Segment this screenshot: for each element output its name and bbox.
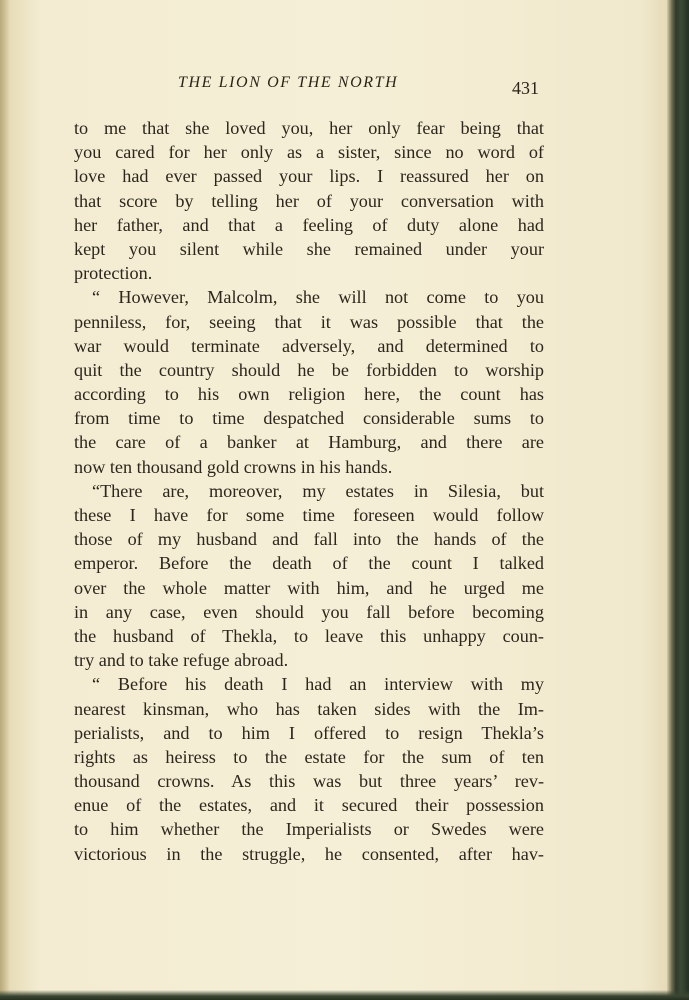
gutter-shadow [0,0,10,1000]
text-line: these I have for some time foreseen would follow [74,505,544,525]
text-line: “ However, Malcolm, she will not come to you [92,287,544,308]
text-line: to me that she loved you, her only fear being that [74,118,544,138]
text-line: thousand crowns. As this was but three years’ rev- [74,771,544,792]
book-edge [667,0,689,1000]
text-line: to him whether the Imperialists or Swedes were [74,819,544,840]
text-line: nearest kinsman, who has taken sides with the Im- [74,698,544,719]
text-line: quit the country should he be forbidden to worship [74,359,544,380]
text-line: according to his own religion here, the count has [74,384,544,405]
text-line: war would terminate adversely, and determined to [74,335,544,356]
text-line: her father, and that a feeling of duty alone had [74,214,544,235]
running-title: THE LION OF THE NORTH [178,74,399,91]
page-number: 431 [512,78,539,98]
text-line: rights as heiress to the estate for the sum of ten [74,746,544,767]
text-line: enue of the estates, and it secured their possession [74,795,544,816]
text-line: in any case, even should you fall before becoming [74,601,544,622]
text-line: the care of a banker at Hamburg, and there are [74,432,544,453]
page-header [0,74,689,98]
text-line: protection. [74,263,153,284]
text-line: the husband of Thekla, to leave this unhappy coun- [74,625,544,646]
text-line: perialists, and to him I offered to resign Thekla’s [74,722,544,743]
text-line: love had ever passed your lips. I reassured her on [74,166,544,187]
text-line: those of my husband and fall into the hands of the [74,529,544,550]
body-text [74,116,544,866]
text-line: penniless, for, seeing that it was possible that the [74,311,544,332]
text-line: “There are, moreover, my estates in Silesia, but [92,480,544,501]
text-line: you cared for her only as a sister, since no word of [74,142,544,163]
text-line: from time to time despatched considerable sums to [74,408,544,429]
text-line: that score by telling her of your conversation with [74,190,544,211]
text-line: victorious in the struggle, he consented, after hav- [74,843,544,864]
text-line: try and to take refuge abroad. [74,650,289,671]
page-bottom-edge [0,990,689,1000]
text-line: emperor. Before the death of the count I talked [74,553,544,574]
text-line: now ten thousand gold crowns in his hands. [74,456,393,477]
text-line: over the whole matter with him, and he urged me [74,577,544,598]
text-line: kept you silent while she remained under your [74,238,544,259]
text-line: “ Before his death I had an interview with my [92,674,544,695]
